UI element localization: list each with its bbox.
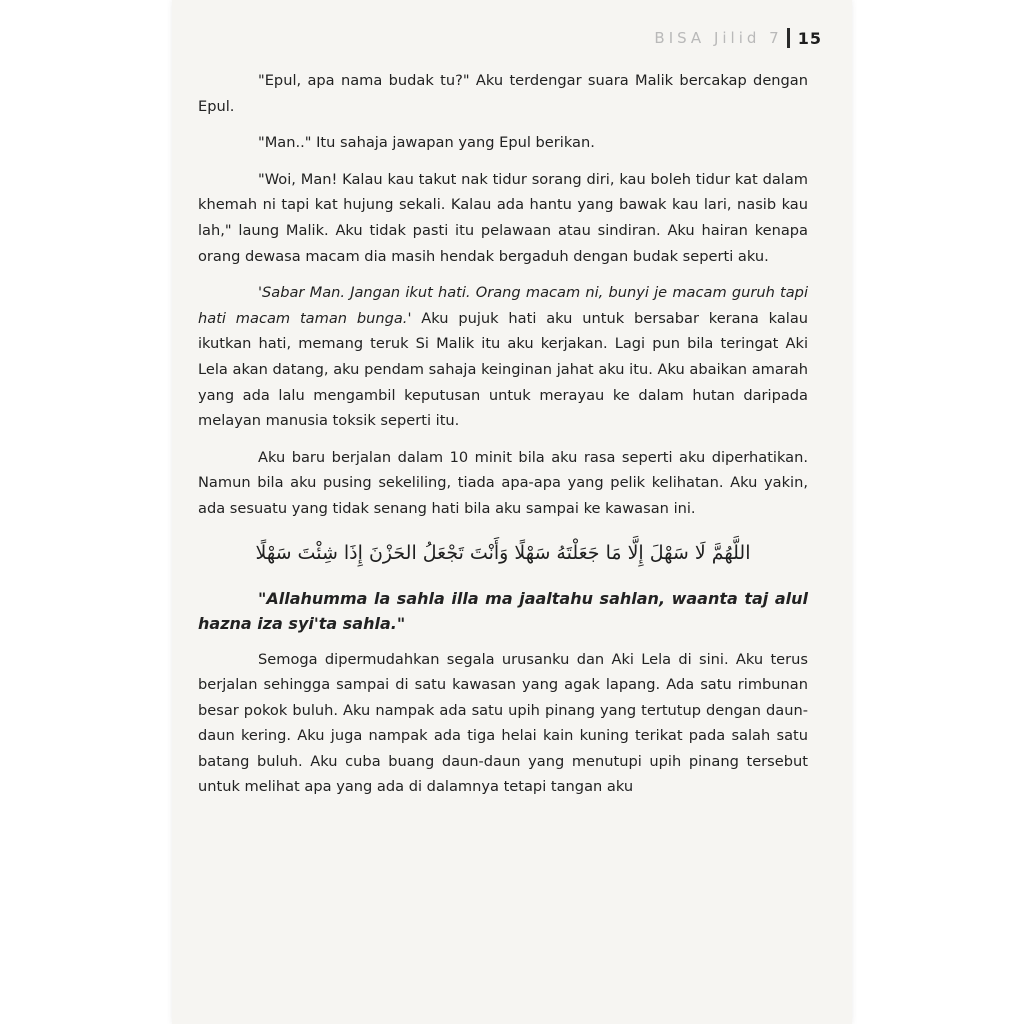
page-number: 15	[797, 28, 822, 48]
prayer-transliteration: "Allahumma la sahla illa ma jaaltahu sahlan, waanta taj alul hazna iza syi'ta sahla."	[198, 588, 808, 633]
paragraph-3: "Woi, Man! Kalau kau takut nak tidur sorang diri, kau boleh tidur kat dalam khemah ni tapi kat hujung sekali. Kalau ada hantu yang bawak kau lari, nasib kau lah," laung Malik. Aku tidak pasti itu pelawaan atau sindiran. Aku hairan kenapa orang dewasa macam dia masih hendak bergaduh dengan budak seperti aku.	[198, 170, 808, 265]
book-page	[172, 0, 852, 1024]
paragraph-4-rest: Aku pujuk hati aku untuk bersabar kerana kalau ikutkan hati, memang teruk Si Malik itu aku kerjakan. Lagi pun bila teringat Aki Lela akan datang, aku pendam sahaja keinginan jahat aku itu. Aku abaikan amarah yang ada lalu mengambil keputusan untuk merayau ke dalam hutan daripada melayan manusia toksik seperti itu.	[198, 309, 809, 430]
arabic-prayer: اللَّهُمَّ لَا سَهْلَ إِلَّا مَا جَعَلْتَهُ سَهْلًا وَأَنْتَ تَجْعَلُ الحَزْنَ إِذَا شِئْتَ سَهْلًا	[255, 541, 751, 564]
paragraph-1: "Epul, apa nama budak tu?" Aku terdengar suara Malik bercakap dengan Epul.	[198, 72, 808, 115]
paragraph-6: Semoga dipermudahkan segala urusanku dan Aki Lela di sini. Aku terus berjalan sehingga sampai di satu kawasan yang agak lapang. Ada satu rimbunan besar pokok buluh. Aku nampak ada satu upih pinang yang tertutup dengan daun-daun kering. Aku juga nampak ada tiga helai kain kuning terikat pada salah satu batang buluh. Aku cuba buang daun-daun yang menutupi upih pinang tersebut untuk melihat apa yang ada di dalamnya tetapi tangan aku	[198, 650, 808, 796]
paragraph-2: "Man.." Itu sahaja jawapan yang Epul berikan.	[258, 134, 595, 152]
page-body	[198, 68, 808, 800]
paragraph-4	[198, 280, 808, 434]
running-header	[654, 28, 822, 48]
paragraph-5: Aku baru berjalan dalam 10 minit bila aku rasa seperti aku diperhatikan. Namun bila aku pusing sekeliling, tiada apa-apa yang pelik kelihatan. Aku yakin, ada sesuatu yang tidak senang hati bila aku sampai ke kawasan ini.	[198, 448, 808, 517]
book-title: BISA Jilid 7	[654, 29, 783, 47]
header-separator	[787, 28, 790, 48]
inner-thought: 'Sabar Man. Jangan ikut hati. Orang macam ni, bunyi je macam guruh tapi hati macam taman bunga.'	[198, 284, 808, 327]
